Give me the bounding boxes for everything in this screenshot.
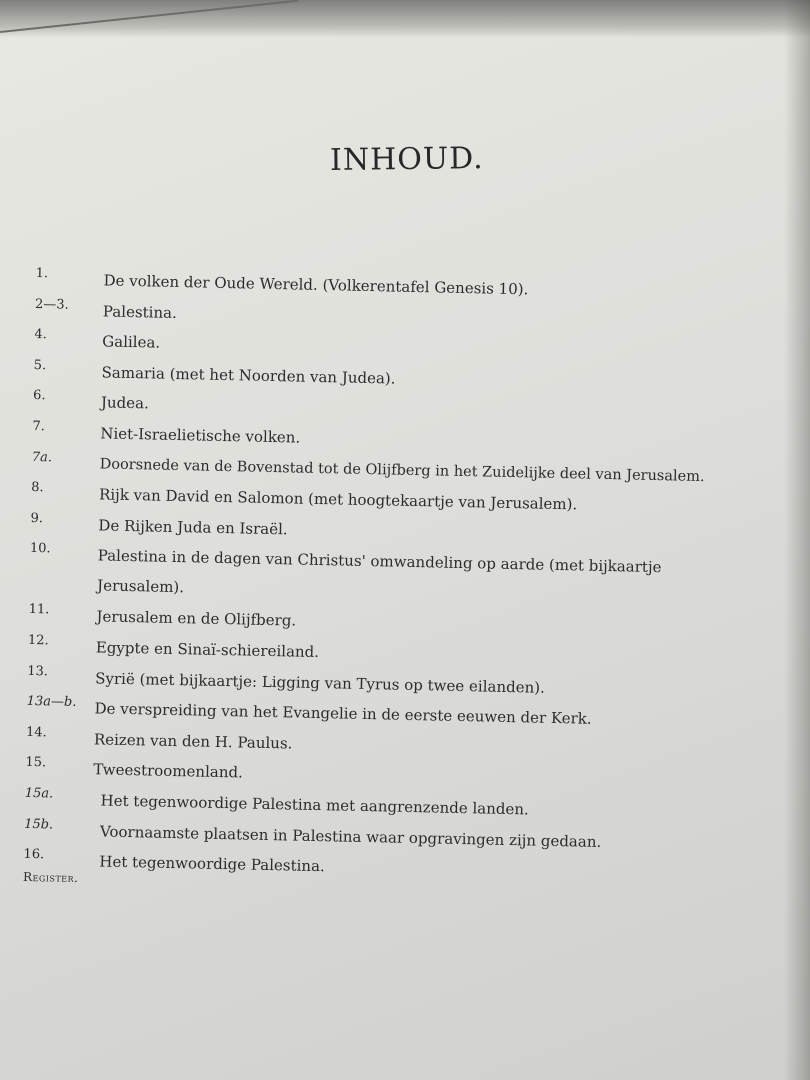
toc-entry-number: 2—3. <box>34 296 69 313</box>
toc-entry-number: 15b. <box>23 816 54 832</box>
toc-entry-number: 7a. <box>31 449 53 465</box>
toc-entry-text: Het tegenwoordige Palestina met aangrenzende landen. <box>100 791 529 819</box>
toc-entry-number: 13. <box>27 663 49 679</box>
toc-entry-text: Syrië (met bijkaartje: Ligging van Tyrus op twee eilanden). <box>95 668 546 697</box>
toc-entry-text: Tweestroomenland. <box>93 760 244 782</box>
toc-entry-number: 15. <box>25 755 47 771</box>
toc-entry-text: Doorsnede van de Bovenstad tot de Olijfberg in het Zuidelijke deel van Jerusalem. <box>99 455 705 485</box>
toc-entry-number: 10. <box>29 541 51 557</box>
toc-entry-number: 12. <box>27 632 49 649</box>
toc-entry-text: De Rijken Juda en Israël. <box>98 516 288 539</box>
toc-entry-text: Egypte en Sinaï-schiereiland. <box>95 638 320 661</box>
toc-entry-number: 8. <box>31 480 44 496</box>
toc-entry-number: 9. <box>30 510 44 526</box>
toc-entry-text: Judea. <box>100 393 150 413</box>
toc-entry-number: 4. <box>34 327 47 343</box>
toc-entry-number: 14. <box>25 724 47 741</box>
toc-entry-number: 13a—b. <box>26 694 77 711</box>
toc-entry-text-continued: Jerusalem). <box>96 576 185 597</box>
toc-entry-text: Palestina in de dagen van Christus' omwandeling op aarde (met bijkaartje <box>97 546 662 577</box>
toc-entry-number: 11. <box>28 602 50 618</box>
toc-entry-text: Reizen van den H. Paulus. <box>93 730 293 753</box>
toc-entry-number: 6. <box>32 388 46 404</box>
toc-entry-text: Jerusalem en de Olijfberg. <box>96 607 297 630</box>
toc-entry-text: Galilea. <box>102 332 161 352</box>
toc-entry-number: 15a. <box>24 785 54 802</box>
toc-entry-text: De verspreiding van het Evangelie in de eerste eeuwen der Kerk. <box>94 699 592 728</box>
register-label: Register. <box>22 869 79 885</box>
toc-entry-text: Rijk van David en Salomon (met hoogtekaartje van Jerusalem). <box>98 485 578 514</box>
toc-entry-text: Palestina. <box>102 302 178 322</box>
toc-entry-text: Het tegenwoordige Palestina. <box>99 852 325 876</box>
page-right-shadow <box>784 0 810 1080</box>
toc-entry-number: 1. <box>35 265 49 282</box>
toc-entry-number: 7. <box>32 418 46 435</box>
toc-entry-text: Samaria (met het Noorden van Judea). <box>101 363 396 388</box>
table-of-contents <box>23 258 776 915</box>
toc-entry-text: Voornaamste plaatsen in Palestina waar opgravingen zijn gedaan. <box>99 821 602 851</box>
page-title: INHOUD. <box>329 141 484 178</box>
toc-entry-text: De volken der Oude Wereld. (Volkerentafel Genesis 10). <box>103 271 529 299</box>
toc-entry-text: Niet-Israelietische volken. <box>100 424 301 447</box>
toc-entry-number: 16. <box>23 846 45 863</box>
toc-entry-number: 5. <box>33 357 47 374</box>
